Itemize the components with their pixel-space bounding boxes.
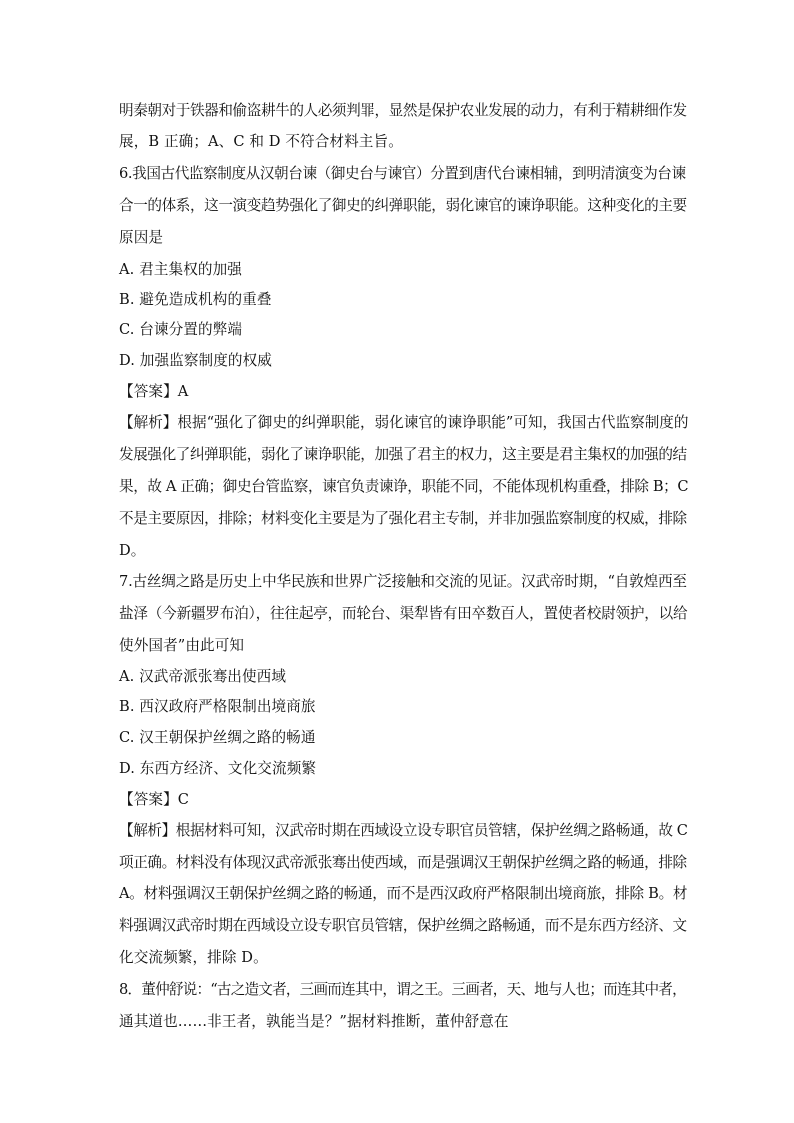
text-line: 化交流频繁，排除 D。 <box>119 949 268 966</box>
text-line: 料强调汉武帝时期在西域设立设专职官员管辖，保护丝绸之路畅通，而不是东西方经济、文 <box>119 917 687 934</box>
option-c: C. 台谏分置的弊端 <box>119 321 243 338</box>
text-line: 展，B 正确；A、C 和 D 不符合材料主旨。 <box>119 133 403 150</box>
option-b: B. 西汉政府严格限制出境商旅 <box>119 698 316 715</box>
text-line: A。材料强调汉王朝保护丝绸之路的畅通，而不是西汉政府严格限制出境商旅，排除 B。材 <box>119 885 688 902</box>
answer-label: 【答案】A <box>119 383 189 400</box>
text-line: 果，故 A 正确；御史台管监察，谏官负责谏诤，职能不同，不能体现机构重叠，排除 B；C <box>119 478 689 495</box>
text-line: 发展强化了纠弹职能，弱化了谏诤职能，加强了君主的权力，这主要是君主集权的加强的结 <box>119 446 687 463</box>
question-6-stem: 6.我国古代监察制度从汉朝台谏（御史台与谏官）分置到唐代台谏相辅，到明清演变为台谏 <box>119 165 686 182</box>
text-line: 盐泽（今新疆罗布泊），往往起亭，而轮台、渠犁皆有田卒数百人，置使者校尉领护，以给 <box>119 605 688 622</box>
text-line: 原因是 <box>119 229 164 246</box>
option-a: A. 汉武帝派张骞出使西域 <box>119 668 287 685</box>
option-a: A. 君主集权的加强 <box>119 261 242 278</box>
analysis-text: 【解析】根据“强化了御史的纠弹职能，弱化谏官的谏诤职能”可知，我国古代监察制度的 <box>119 414 689 431</box>
text-line: 不是主要原因，排除；材料变化主要是为了强化君主专制，并非加强监察制度的权威，排除 <box>119 510 687 527</box>
option-d: D. 东西方经济、文化交流频繁 <box>119 760 317 777</box>
option-b: B. 避免造成机构的重叠 <box>119 291 272 308</box>
option-c: C. 汉王朝保护丝绸之路的畅通 <box>119 729 316 746</box>
question-7-stem: 7.古丝绸之路是历史上中华民族和世界广泛接触和交流的见证。汉武帝时期，“自敦煌西至 <box>119 573 687 590</box>
text-line: 合一的体系，这一演变趋势强化了御史的纠弹职能，弱化谏官的谏诤职能。这种变化的主要 <box>119 197 687 214</box>
text-line: 项正确。材料没有体现汉武帝派张骞出使西域，而是强调汉王朝保护丝绸之路的畅通，排除 <box>119 854 687 871</box>
question-8-stem: 8．董仲舒说：“古之造文者，三画而连其中，谓之王。三画者，天、地与人也；而连其中者， <box>119 981 686 998</box>
text-line: 使外国者”由此可知 <box>119 637 245 654</box>
answer-label: 【答案】C <box>119 791 190 808</box>
option-d: D. 加强监察制度的权威 <box>119 352 273 369</box>
text-line: 明秦朝对于铁器和偷盗耕牛的人必须判罪，显然是保护农业发展的动力，有利于精耕细作发 <box>119 102 687 119</box>
text-line: D。 <box>119 542 146 559</box>
text-line: 通其道也……非王者，孰能当是？”据材料推断，董仲舒意在 <box>119 1013 509 1030</box>
analysis-text: 【解析】根据材料可知，汉武帝时期在西域设立设专职官员管辖，保护丝绸之路畅通，故 C <box>119 822 688 839</box>
